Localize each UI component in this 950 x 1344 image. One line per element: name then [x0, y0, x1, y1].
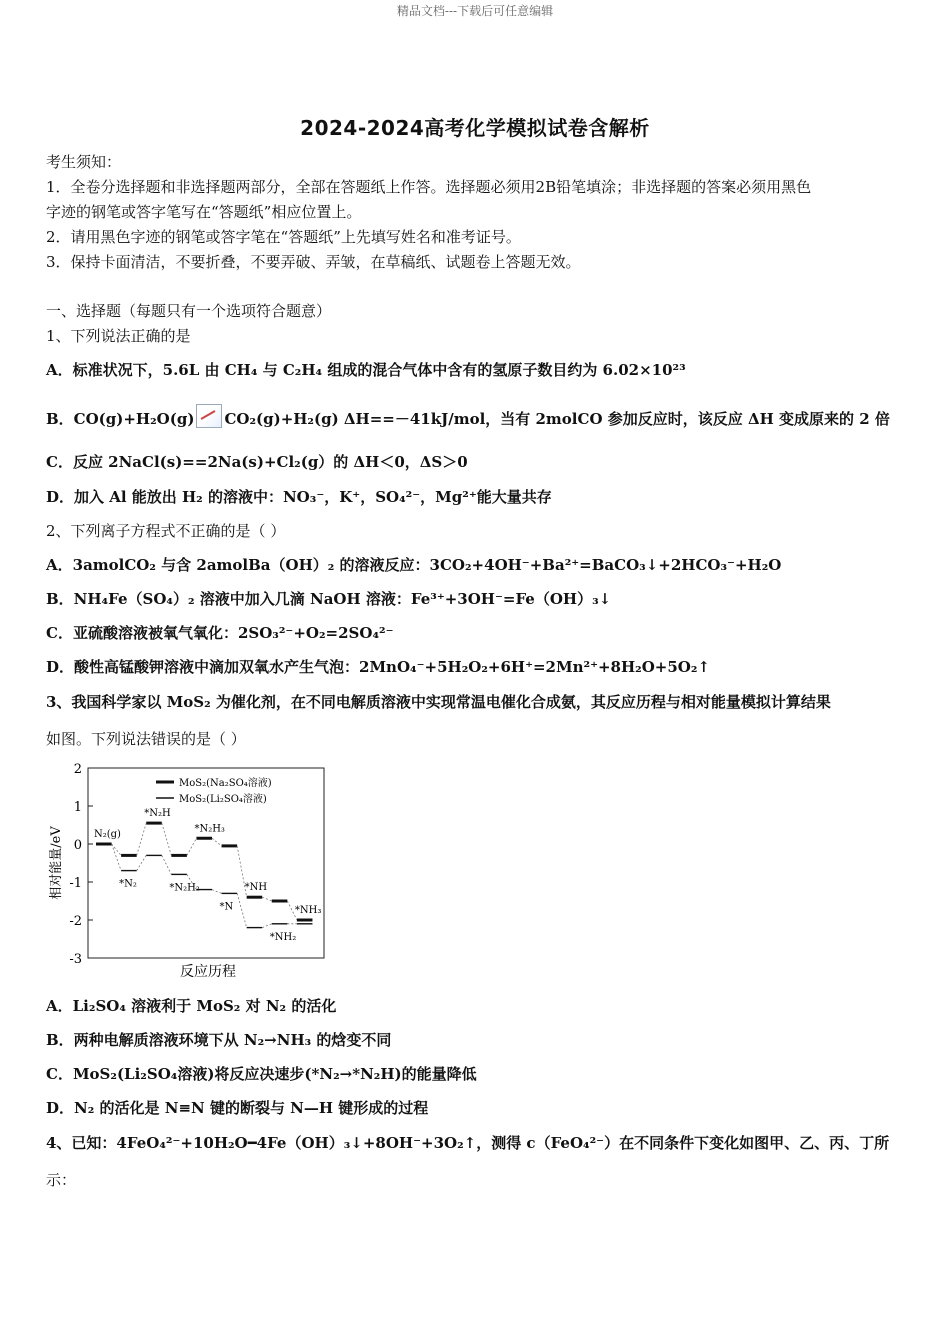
q1-option-d: D．加入 Al 能放出 H₂ 的溶液中：NO₃⁻，K⁺，SO₄²⁻，Mg²⁺能大量共存 — [46, 488, 552, 506]
section-heading: 一、选择题（每题只有一个选项符合题意） — [46, 302, 332, 320]
notice-item-1a: 1．全卷分选择题和非选择题两部分，全部在答题纸上作答。选择题必须用2B铅笔填涂；非选择题的答案必须用黑色 — [46, 178, 812, 196]
q1-option-b — [46, 404, 916, 429]
y-tick-label: -3 — [69, 952, 82, 967]
watermark: 精品文档---下载后可任意编辑 — [396, 4, 554, 18]
step-label: *N₂ — [119, 878, 137, 890]
y-tick-label: 2 — [73, 762, 82, 777]
q3-option-d: D．N₂ 的活化是 N≡N 键的断裂与 N—H 键形成的过程 — [46, 1099, 429, 1117]
energy-profile-chart — [46, 758, 336, 988]
q4-stem-b: 示： — [46, 1171, 77, 1189]
y-tick-label: 1 — [73, 800, 82, 815]
energy-connector — [187, 838, 197, 855]
step-label: N₂(g) — [94, 829, 121, 840]
legend-label: MoS₂(Li₂SO₄溶液) — [179, 794, 267, 805]
notice-heading: 考生须知： — [46, 153, 122, 171]
energy-connector — [212, 838, 222, 846]
step-label: *NH₃ — [294, 905, 322, 916]
y-tick-label: -1 — [69, 876, 82, 891]
q3-option-a: A．Li₂SO₄ 溶液利于 MoS₂ 对 N₂ 的活化 — [46, 997, 337, 1015]
step-label: *N — [219, 901, 234, 913]
step-label: *NH — [244, 882, 268, 894]
q2-option-b: B．NH₄Fe（SO₄）₂ 溶液中加入几滴 NaOH 溶液：Fe³⁺+3OH⁻=Fe（OH）₃↓ — [46, 590, 612, 608]
q3-stem-a: 3、我国科学家以 MoS₂ 为催化剂，在不同电解质溶液中实现常温电催化合成氨，其反应历程与相对能量模拟计算结果 — [46, 693, 831, 711]
energy-connector — [137, 823, 147, 855]
energy-connector — [162, 855, 172, 874]
q1-option-b-right: CO₂(g)+H₂(g) ΔH==－41kJ/mol，当有 2molCO 参加反应时，该反应 ΔH 变成原来的 2 倍 — [224, 410, 890, 428]
step-label: *N₂H₃ — [194, 823, 225, 835]
energy-connector — [137, 855, 147, 870]
legend-label: MoS₂(Na₂SO₄溶液) — [179, 778, 272, 789]
y-tick-label: 0 — [73, 838, 82, 853]
x-axis-label: 反应历程 — [180, 964, 236, 980]
energy-connector — [112, 844, 122, 855]
q3-option-c: C．MoS₂(Li₂SO₄溶液)将反应决速步(*N₂→*N₂H)的能量降低 — [46, 1065, 477, 1083]
energy-connector — [212, 890, 222, 894]
q1-option-b-left: B．CO(g)+H₂O(g) — [46, 410, 195, 428]
step-label: *NH₂ — [269, 931, 297, 943]
notice-item-3: 3．保持卡面清洁，不要折叠，不要弄破、弄皱，在草稿纸、试题卷上答题无效。 — [46, 253, 581, 271]
q1-option-a: A．标准状况下，5.6L 由 CH₄ 与 C₂H₄ 组成的混合气体中含有的氢原子数目约为 6.02×10²³ — [46, 361, 686, 379]
q2-stem: 2、下列离子方程式不正确的是（ ） — [46, 522, 286, 540]
q2-option-a: A．3amolCO₂ 与含 2amolBa（OH）₂ 的溶液反应：3CO₂+4OH⁻+Ba²⁺=BaCO₃↓+2HCO₃⁻+H₂O — [46, 556, 782, 574]
page-title: 2024-2024高考化学模拟试卷含解析 — [300, 116, 650, 140]
notice-item-2: 2．请用黑色字迹的钢笔或答字笔在“答题纸”上先填写姓名和准考证号。 — [46, 228, 521, 246]
step-label: *N₂H₂ — [169, 882, 200, 894]
q1-option-c: C．反应 2NaCl(s)==2Na(s)+Cl₂(g）的 ΔH＜0，ΔS＞0 — [46, 453, 468, 471]
q4-stem-a: 4、已知：4FeO₄²⁻+10H₂O━4Fe（OH）₃↓+8OH⁻+3O₂↑，测得 c（FeO₄²⁻）在不同条件下变化如图甲、乙、丙、丁所 — [46, 1134, 890, 1152]
q2-option-c: C．亚硫酸溶液被氧气氧化：2SO₃²⁻+O₂=2SO₄²⁻ — [46, 624, 394, 642]
q3-stem-b: 如图。下列说法错误的是（ ） — [46, 730, 246, 748]
equilibrium-arrow-icon — [196, 404, 222, 428]
q3-option-b: B．两种电解质溶液环境下从 N₂→NH₃ 的焓变不同 — [46, 1031, 392, 1049]
q2-option-d: D．酸性高锰酸钾溶液中滴加双氧水产生气泡：2MnO₄⁻+5H₂O₂+6H⁺=2Mn²⁺+8H₂O+5O₂↑ — [46, 658, 711, 676]
energy-connector — [162, 823, 172, 855]
energy-connector — [112, 844, 122, 871]
energy-connector — [262, 897, 272, 901]
step-label: *N₂H — [144, 808, 171, 820]
notice-item-1b: 字迹的钢笔或答字笔写在“答题纸”相应位置上。 — [46, 203, 362, 221]
q1-stem: 1、下列说法正确的是 — [46, 327, 191, 345]
y-axis-label: 相对能量/eV — [49, 826, 64, 900]
y-tick-label: -2 — [69, 914, 82, 929]
energy-connector — [237, 893, 247, 927]
energy-connector — [262, 924, 272, 928]
